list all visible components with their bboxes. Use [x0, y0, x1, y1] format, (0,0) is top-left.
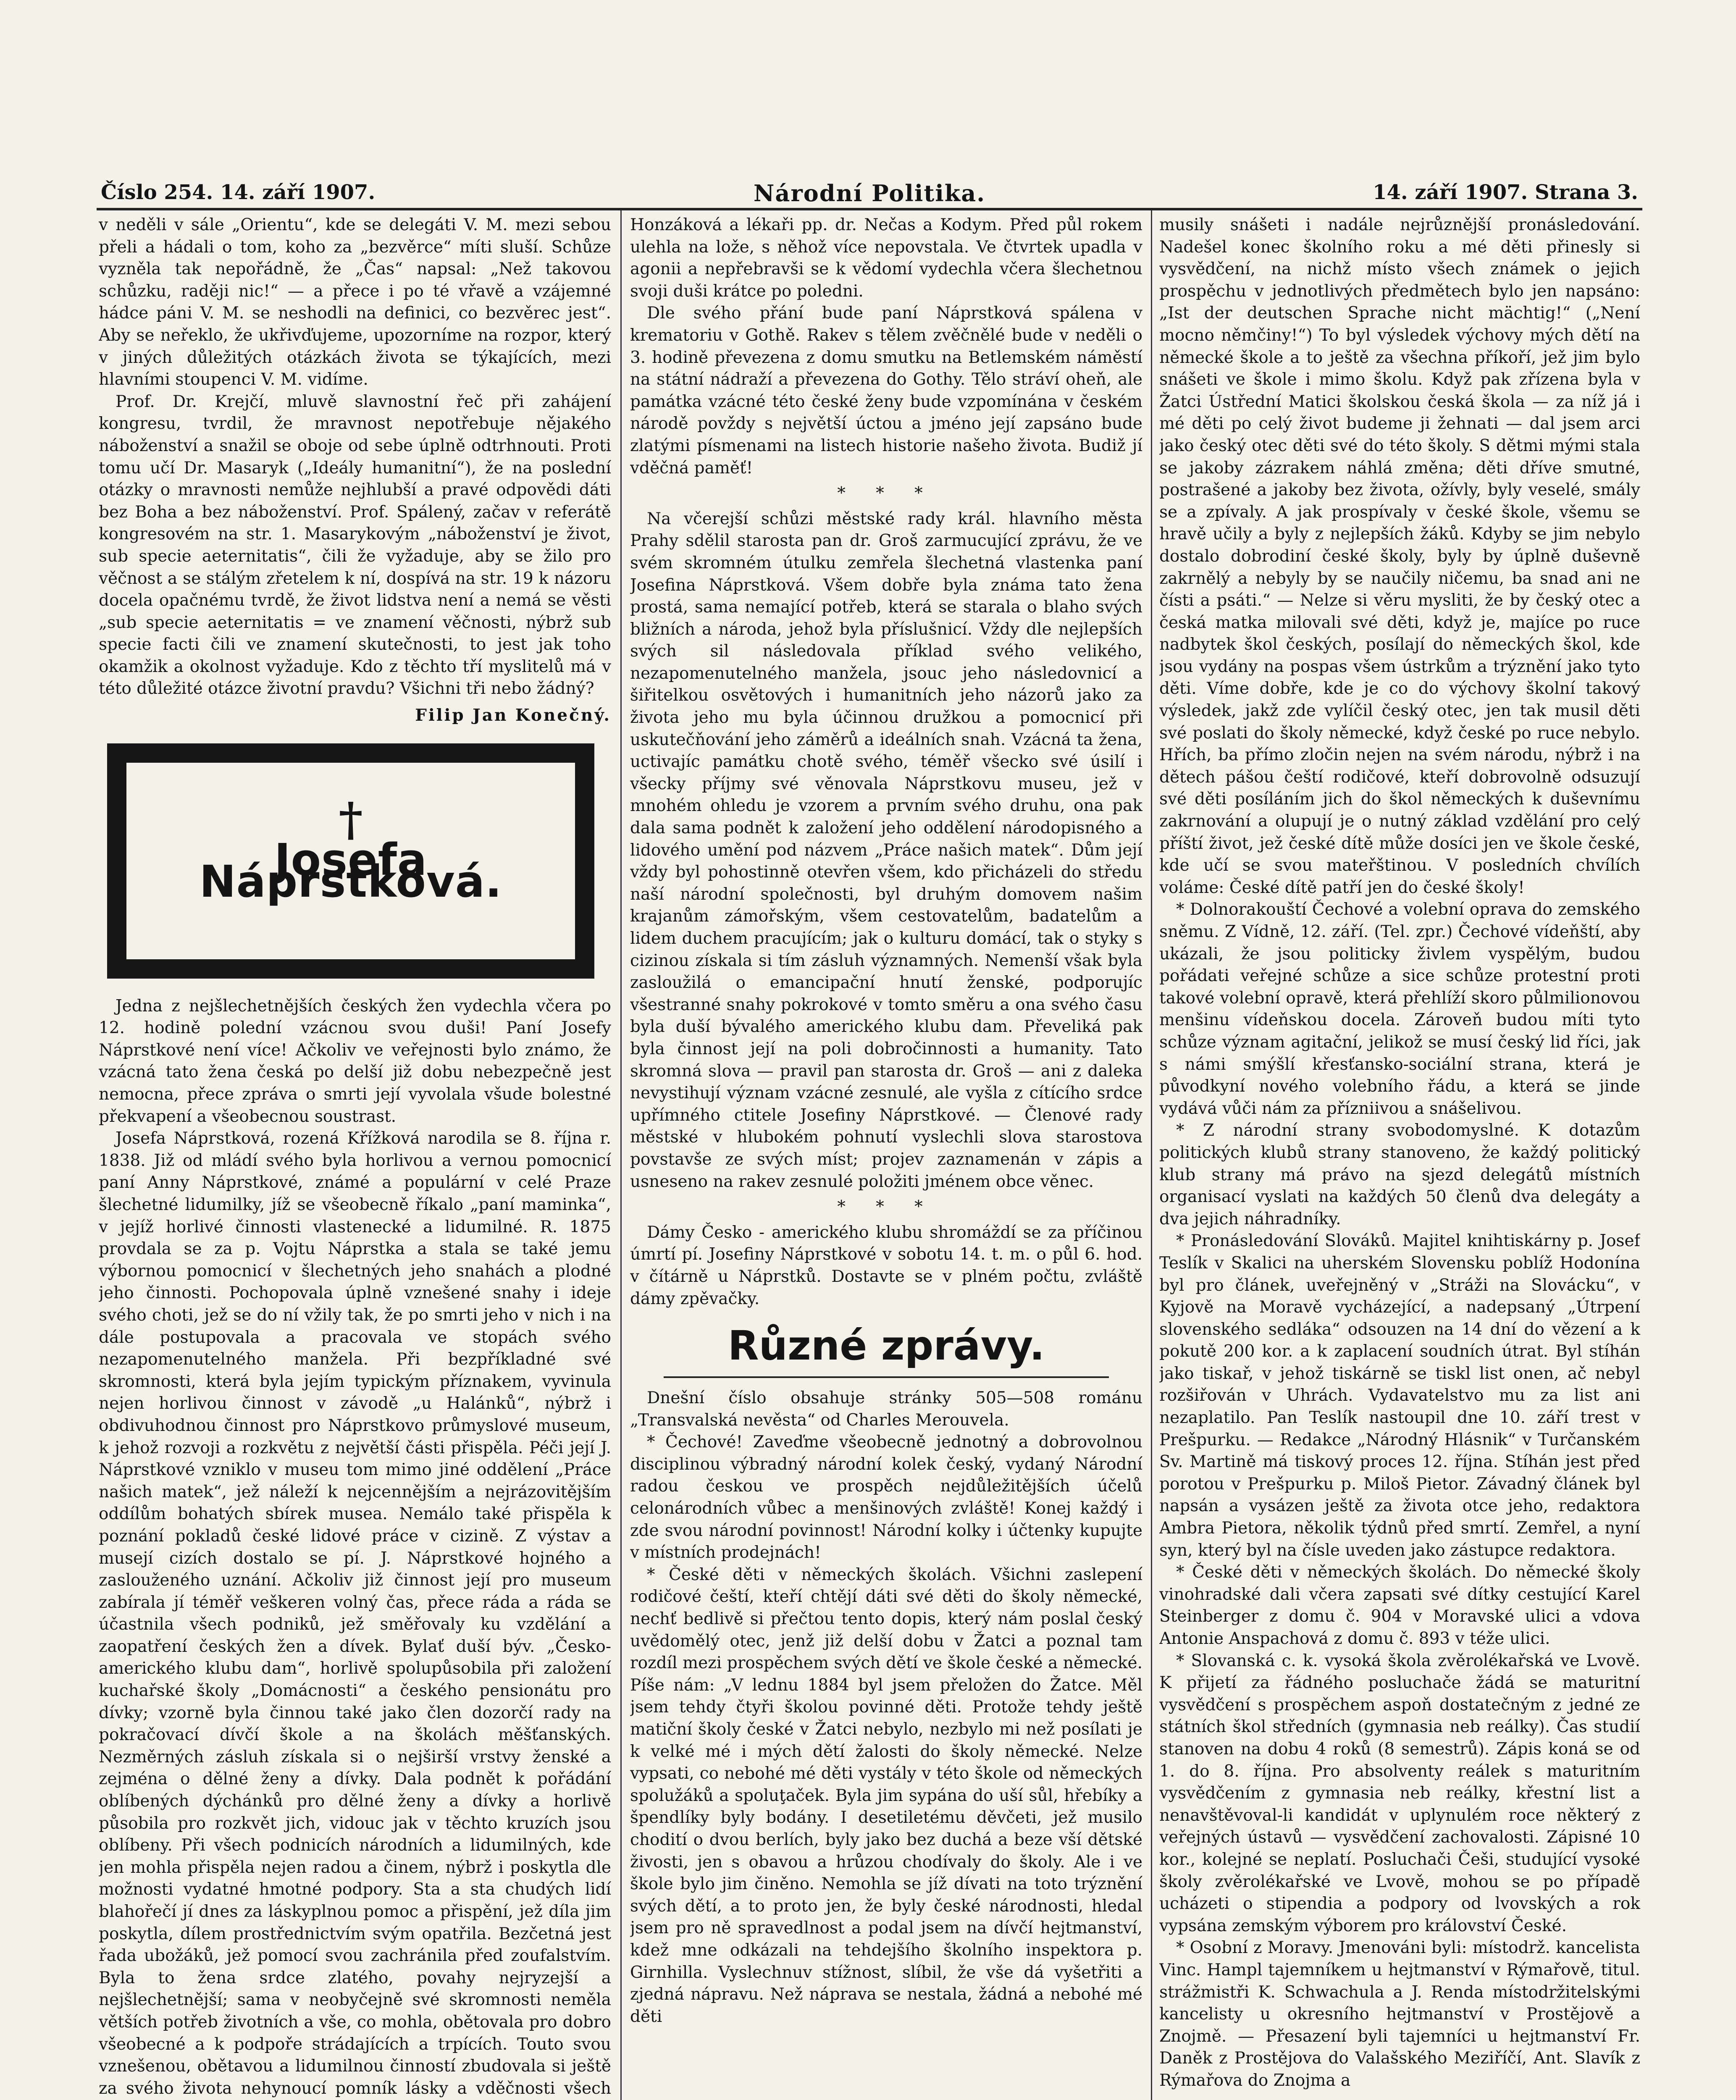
article-paragraph: Na včerejší schůzi městské rady král. hlavního města Prahy sdělil starosta pan dr. Groš zarmucující zprávu, že ve svém skromném útulku zemřela šlechetná vlastenka paní Josefina Náprstková. Všem dobře byla známa tato žena prostá, sama nemající potřeb, která se starala o blaho svých bližních a národa, jehož byla příslušnicí. Vždy dle nejlepších svých sil následovala příklad svého velikého, nezapomenutelného manžela, jsouc jeho následovnicí a šiřitelkou osvětových i humanitních jeho názorů jako za života jeho mu byla účinnou družkou a pomocnicí při uskutečňování jeho záměrů a ideálních snah. Vzácná ta žena, uctivajíc památku chotě svého, téměř všecko své úsilí i všecky příjmy své věnovala Náprstkovu museu, jež v mnohém ohledu je vzorem a prvním svého druhu, ona pak dala sama podnět k založení jeho oddělení národopisného a lidového umění pod názvem „Práce našich matek“. Dům její vždy byl pohostinně otevřen všem, kdo přicházeli do středu naší národní společnosti, byl druhým domovem našim krajanům zámořským, všem cestovatelům, badatelům a lidem duchem pracujícím; jak o kulturu domácí, tak o styky s cizinou získala si tím zásluh významných. Nemenší však byla zasloužilá o emancipační hnutí ženské, podporujíc všestranné snahy pokrokové v tomto směru a ona svého času byla duší bývalého amerického klubu dam. Převeliká pak byla činnost její na poli dobročinnosti a humanity. Tato skromná slova — pravil pan starosta dr. Groš — ani z daleka nevystihují význam vzácné zesnulé, ale vyšla z cítícího srdce upřímného ctitele Josefiny Náprstkové. — Členové rady městské v hlubokém pohnutí vyslechli slova starostova povstavše ze svých míst; projev zaznamenán v zápis a usneseno na rakev zesnulé položiti jménem obce věnec. — [630, 509, 1142, 1191]
article-paragraph: Prof. Dr. Krejčí, mluvě slavnostní řeč při zahájení kongresu, tvrdil, že mravnost nepotřebuje nějakého náboženství a snažil se oboje od sebe úplně odtrhnouti. Proti tomu učí Dr. Masaryk („Ideály humanitní“), že na poslední otázky o mravnosti nemůže nejhlubší a pravé odpovědi dáti bez Boha a bez náboženství. Prof. Spálený, začav v referátě kongresovém na str. 1. Masarykovým „náboženství je život, sub specie aeternitatis“, čili že vyžaduje, aby se žilo pro věčnost a se stálým zřetelem k ní, dospívá na str. 19 k názoru docela opačnému tvrdě, že život lidstva není a nemá se věsti „sub specie aeternitatis = ve znamení věčnosti, nýbrž sub specie facti čili ve znamení skutečnosti, to jest jak toho okamžik a okolnost vyžaduje. Kdo z těchto tří myslitelů má v této důležité otázce životní pravdu? Všichni tři nebo žádný? — [99, 392, 611, 698]
heading-rule — [664, 1376, 1109, 1378]
column-2 — [630, 214, 1142, 2100]
news-item: * Pronásledování Slováků. Majitel knihtiskárny p. Josef Teslík v Skalici na uherském Slovensku poblíž Hodonína byl pro článek, uveřejněný v „Stráži na Slovácku“, v Kyjově na Moravě vycházející, a nadepsaný „Útrpení slovenského sedláka“ odsouzen na 14 dní do vězení a k pokutě 200 kor. a k zaplacení soudních útrat. Byl stíhán jako tiskař, v jehož tiskárně se tiskl list onen, ač nebyl rozšiřován v Uhrách. Vydavatelstvo mu za list ani nezaplatilo. Pan Teslík nastoupil dne 10. září trest v Prešpurku. — Redakce „Národný Hlásnik“ v Turčanském Sv. Martině má tiskový proces 12. října. Stíhán jest před porotou v Prešpurku p. Miloš Pietor. Závadný článek byl napsán a vysázen ještě za života otce jeho, redaktora Ambra Pietora, několik týdnů před smrtí. Zemřel, a nyní syn, který byl na čísle uveden jako zástupce redaktora. — [1159, 1231, 1640, 1560]
masthead-title: Národní Politika. — [753, 180, 985, 207]
news-item: Dnešní číslo obsahuje stránky 505—508 románu „Transvalská nevěsta“ od Charles Merouvela. — [630, 1389, 1142, 1430]
cross-icon: † — [339, 792, 363, 846]
issue-number-date: Číslo 254. 14. září 1907. — [101, 181, 376, 204]
news-item: * Čechové! Zaveďme všeobecně jednotný a dobrovolnou disciplinou výbradný národní kolek český, vydaný Národní radou českou ve prospěch nejdůležitějších účelů celonárodních vůbec a menšinových zvláště! Konej každý i zde svou národní povinnost! Národní kolky i účtenky kupujte v místních prodejnách! — [630, 1433, 1142, 1562]
page-header — [101, 181, 1638, 205]
obituary-name: Josefa Náprstková. — [199, 834, 502, 908]
obituary-paragraph: Josefa Náprstková, rozená Křížková narodila se 8. října r. 1838. Již od mládí svého byla horlivou a vernou pomocnicí paní Anny Náprstkové, známé a populární v celé Praze šlechetné lidumilky, jíž se všeobecně říkalo „paní maminka“, v jejíž horlivé činnosti vlastenecké a lidumilné. R. 1875 provdala se za p. Vojtu Náprstka a stala se také jemu výbornou pomocnicí v šlechetných jeho snahách a plodné jeho činnosti. Pochopovala úplně vznešené snahy i ideje svého choti, jež se do ní vžily tak, že po smrti jeho v nich i na dále postupovala a pracovala ve stopách svého nezapomenutelného manžela. Při bezpříkladné své skromnosti, která byla jejím typickým příznakem, vyvinula nejen horlivou činnost v závodě „u Halánků“, nýbrž i obdivuhodnou činnost pro Náprstkovo průmyslové museum, k jehož rozvoji a rozkvětu z největší části přispěla. Péči její J. Náprstkové vzniklo v museu tom mimo jiné oddělení „Práce našich matek“, jež náleží k nejcennějším a nejrázovitějším oddílům bohatých sbírek musea. Nemálo také přispěla k poznání pokladů české lidové práce v cizině. Z výstav a musejí cizích dostalo se pí. J. Náprstkové hojného a zaslouženého uznání. Ačkoliv již činnost její pro museum zabírala jí téměř veškeren volný čas, přece ráda a ráda se účastnila všech podniků, jež směřovaly ku vzdělání a zaopatření českých žen a dívek. Bylať duší býv. „Česko-amerického klubu dam“, horlivě spolupůsobila při založení kuchařské školy „Domácnosti“ a českého pensionátu pro dívky; vzorně byla činnou také jako člen dozorčí rady na pokračovací dívčí škole a na školách měšťanských. Nezměrných zásluh získala si o nejširší vrstvy ženské a zejména o dělné ženy a dívky. Dala podnět k pořádání oblíbených dýchánků pro dělné ženy a dívky a horlivě působila pro rozkvět jich, vidouc jak v těchto kruzích jsou oblíbeny. Při všech podnicích národních a lidumilných, kde jen mohla přispěla nejen radou a činem, nýbrž i poskytla dle možnosti vydatné hmotné podpory. Sta a sta chudých lidí blahořečí jí dnes za láskyplnou pomoc a přispění, jež díla jim poskytla, dílem prostřednictvím svým opatřila. Bezčetná jest řada ubožáků, jež pomocí svou zachránila před zoufalstvím. Byla to žena srdce zlatého, povahy nejryzejší a nejšlechetnější; sama v neobyčejně své skromnosti neměla větších potřeb životních a vše, co mohla, obětovala pro dobro všeobecné a k podpoře strádajících a trpících. Touto svou vznešenou, obětavou a lidumilnou činností zbudovala si ještě za svého života nehynoucí pomník lásky a vděčnosti všech — [99, 1129, 611, 2098]
section-separator: * * * — [837, 1197, 935, 1217]
article-paragraph: Dle svého přání bude paní Náprstková spálena v krematoriu v Gothě. Rakev s tělem zvěčnělé bude v neděli o 3. hodině převezena z domu smutku na Betlemském náměstí na státní nádraží a převezena do Gothy. Tělo stráví oheň, ale památka vzácné této české ženy bude vzpomínána v českém národě povždy s největší úctou a jméno její zapsáno bude zlatými písmenami na listech historie našeho života. Budiž jí vděčná paměť! — [630, 304, 1142, 478]
news-item: * Dolnorakouští Čechové a volební oprava do zemského sněmu. Z Vídně, 12. září. (Tel. zpr.) Čechové vídeňští, aby ukázali, že jsou politicky živlem vyspělým, budou pořádati veřejné schůze a sice schůze protestní proti takové volební opravě, která přehlíží skoro půlmilionovou menšinu vídeňskou docela. Zároveň budou míti tyto schůze význam agitační, jelikož se musí český lid říci, jak s námi smýšlí křesťansko-sociální strana, která je původkyní nového volebního řádu, a která se jinde vydává vůči nám za přízniivou a snášelivou. — [1159, 900, 1640, 1118]
obituary-frame — [107, 743, 594, 979]
news-item: * Slovanská c. k. vysoká škola zvěrolékařská ve Lvově. K přijetí za řádného posluchače žádá se maturitní vysvědčení s prospěchem aspoň dostatečným z jedné ze státních škol středních (gymnasia neb reálky). Čas studií stanoven na dobu 4 roků (8 semestrů). Zápis koná se od 1. do 8. října. Pro absolventy reálek s maturitním vysvědčením z gymnasia neb reálky, křestní list a nenavštěvoval-li kandidát v uplynulém roce některý z veřejných ústavů — vysvědčení zachovalosti. Zápisné 10 kor., kolejné se neplatí. Posluchači Češi, studující vysoké školy zvěrolékařské ve Lvově, mohou se po případě ucházeti o stipendia a podpory od lvovských a rok vypsána zemským výborem pro království České. — [1159, 1651, 1640, 1935]
article-continuation: v neděli v sále „Orientu“, kde se delegáti V. M. mezi sebou přeli a hádali o tom, koho za „bezvěrce“ míti sluší. Schůze vyzněla tak nepořádně, že „Čas“ napsal: „Než takovou schůzku, raději nic!“ — a přece i po té vřavě a vzájemné hádce páni V. M. se neshodli na definici, co bezvěrec jest“. Aby se neřeklo, že ukřivďujeme, upozorníme na rozpor, který v jiných důležitých otázkách života se týkajících, mezi hlavními stoupenci V. M. vidíme. — [99, 215, 611, 389]
column-divider — [620, 210, 622, 2100]
author-signature: Filip Jan Konečný. — [415, 706, 611, 725]
news-item: * Osobní z Moravy. Jmenováni byli: místodrž. kancelista Vinc. Hampl tajemníkem u hejtmanství v Rýmařově, titul. strážmistři K. Schwachula a J. Renda místodržitelskými kancelisty u okresního hejtmanství v Prostějově a Znojmě. — Přesazení byli tajemníci u hejtmanství Fr. Daněk z Prostějova do Valašského Meziříčí, Ant. Slavík z Rýmařova do Znojma a — [1159, 1938, 1640, 2090]
news-item: * České děti v německých školách. Všichni zaslepení rodičové čeští, kteří chtějí dáti své děti do školy německé, nechť bedlivě si přečtou tento dopis, který nám poslal český uvědomělý otec, jenž již delší dobu v Žatci a poznal tam rozdíl mezi prospěchem svých dětí ve škole české a německé. Píše nám: „V lednu 1884 byl jsem přeložen do Žatce. Měl jsem tehdy čtyři školou povinné děti. Protože tehdy ještě matiční školy české v Žatci nebylo, nezbylo mi než posílati je k velké mé i mých dětí žalosti do školy německé. Nelze vypsati, co nebohé mé děti vystály v této škole od německých spolužáků a spoluţaček. Byla jim sypána do uší sůl, hřebíky a špendlíky byly bodány. I desetiletému děvčeti, jež musilo chodití o dvou berlích, byly jako bez duchá a beze vší dětské živosti, jen s obavou a hrůzou chodívaly do školy. Ale i ve škole bylo jim činěno. Nemohla se jíž dívati na toto trýznění svých dětí, a to proto jen, že byly české národnosti, hledal jsem pro ně spravedlnost a podal jsem na dívčí hejtmanství, kdež mne odkázali na tehdejšího školního inspektora p. Girnhilla. Vyslechnuv stížnost, slíbil, že vše dá vyšetřiti a zjedná nápravu. Než náprava se nestala, žádná a nebohé mé děti — [630, 1565, 1142, 2026]
article-continuation: musily snášeti i nadále nejrůznější pronásledování. Nadešel konec školního roku a mé děti přinesly si vysvědčení, na nichž místo všech známek o jejich prospěchu v jednotlivých předmětech bylo jen napsáno: „Ist der deutschen Sprache nicht mächtig!“ („Není mocno němčiny!“) To byl výsledek výchovy mých dětí na německé škole a to ještě za všechna příkoří, jež jim bylo snášeti ve škole i mimo školu. Když pak zřízena byla v Žatci Ústřední Matici školskou česká škola — za níž já i mé děti po celý život budeme ji žehnati — dal jsem arci jako český otec děti své do této školy. S dětmi mými stala se jakoby zázrakem náhlá změna; děti dříve smutné, postrašené a jakoby bez života, ožívly, byly veselé, smály se a zpívaly. A jak prospívaly v české škole, všemu se hravě učily a byly z nejlepších žáků. Kdyby se jim nebylo dostalo dobrodiní české školy, byly by úplně duševně zakrnělý a nebyly by se naučily ničemu, ba snad ani ne čísti a psáti.“ — Nelze si věru mysliti, že by český otec a česká matka milovali své děti, když je, majíce po ruce nadbytek škol českých, posílají do německých škol, kde jsou vydány na pospas všem ústrkům a trýznění jako tyto děti. Víme dobře, kde je co do výchovy školní takový výsledek, jakž zde vylíčil český otec, jen tak musil děti své poslati do školy německé, když české po ruce nebylo. Hřích, ba přímo zločin nejen na svém národu, nýbrž i na dětech pášou čeští rodičové, kteří dobrovolně odsuzují své děti posíláním jich do škol německých k duševnímu zakrnování a olupují je o nutný základ vzdělání pro celý příští život, jež české dítě může dosíci jen ve škole české, kde učí se svou mateřštinou. V posledních chvílích voláme: České dítě patří jen do české školy! — [1159, 215, 1640, 897]
article-continuation: Honzáková a lékaři pp. dr. Nečas a Kodym. Před půl rokem ulehla na lože, s něhož více nepovstala. Ve čtvrtek upadla v agonii a nepřebravši se k vědomí vydechla včera šlechetnou svoji duši krátce po poledni. — [630, 215, 1142, 301]
header-rule — [97, 208, 1642, 210]
obituary-paragraph: Jedna z nejšlechetnějších českých žen vydechla včera po 12. hodině polední vzácnou svou duši! Paní Josefy Náprstkové není více! Ačkoliv ve veřejnosti bylo známo, že vzácná tato žena česká po delší již dobu nebezpečně jest nemocna, přece zpráva o smrti její vyvolala všude bolestné překvapení a všeobecnou soustrast. — [99, 996, 611, 1126]
article-paragraph: Dámy Česko - amerického klubu shromáždí se za příčinou úmrtí pí. Josefiny Náprstkové v sobotu 14. t. m. o půl 6. hod. v čítárně u Náprstků. Dostavte se v plném počtu, zvláště dámy zpěvačky. — [630, 1223, 1142, 1308]
obituary-inner — [126, 763, 575, 959]
news-item: * Z národní strany svobodomyslné. K dotazům politických klubů strany stanoveno, že každý politický klub strany má právo na sjezd delegátů místních organisací vyslati na každých 50 členů dva delegáty a dva jejich náhradníky. — [1159, 1121, 1640, 1228]
news-item: * České děti v německých školách. Do německé školy vinohradské dali včera zapsati své dítky cestující Karel Steinberger z domu č. 904 v Moravské ulici a vdova Antonie Anspachová z domu č. 893 v téže ulici. — [1159, 1563, 1640, 1648]
column-divider — [1151, 210, 1152, 2100]
column-3 — [1159, 214, 1640, 2100]
section-separator: * * * — [837, 484, 935, 503]
column-1 — [99, 214, 611, 2100]
date-page-number: 14. září 1907. Strana 3. — [1373, 181, 1638, 204]
section-heading: Různé zprávy. — [727, 1322, 1045, 1370]
